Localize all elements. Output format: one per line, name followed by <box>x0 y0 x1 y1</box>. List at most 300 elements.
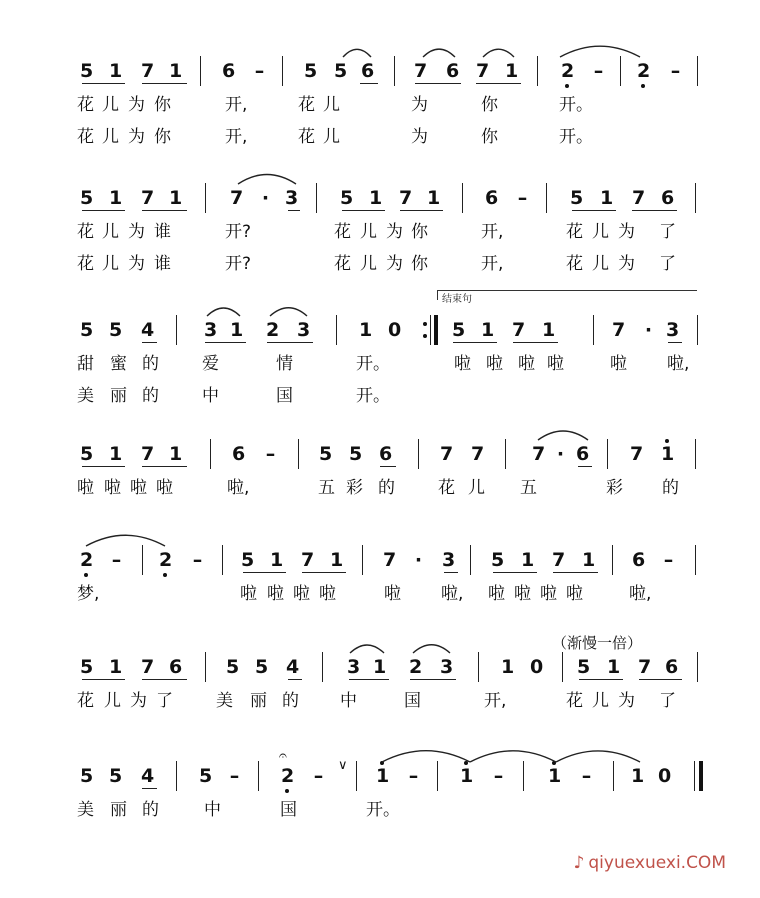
note: 0 <box>658 765 672 787</box>
note: 5 <box>340 187 354 209</box>
bar-line <box>258 761 259 791</box>
lyrics-line <box>0 385 760 411</box>
note: 1 <box>169 443 183 465</box>
note: 5 <box>241 549 255 571</box>
lyric-word: 儿 <box>592 222 609 242</box>
slur-arc <box>483 49 514 57</box>
lyric-word: 啦 <box>319 584 336 604</box>
note: 6 <box>661 187 675 209</box>
notes-line <box>0 748 760 793</box>
note: 6 <box>361 60 375 82</box>
bar-line <box>205 183 206 213</box>
lyric-word: 啦 <box>488 584 505 604</box>
lyric-word: 中 <box>202 386 219 406</box>
score-system <box>0 313 760 423</box>
note: 1 <box>427 187 441 209</box>
lyric-word: 啦 <box>486 354 503 374</box>
lyric-word: 花 <box>334 254 351 274</box>
lyric-word: 为 <box>411 95 428 115</box>
beam-underline <box>288 679 302 680</box>
note: 1 <box>109 60 123 82</box>
bar-line <box>612 545 613 575</box>
lyrics-line <box>0 94 760 120</box>
dash: – <box>408 765 419 787</box>
lyric-word: 啦 <box>514 584 531 604</box>
note: 7 <box>632 187 646 209</box>
lyric-word: 为 <box>128 222 145 242</box>
beam-underline <box>380 466 396 467</box>
lyric-word: 啦 <box>267 584 284 604</box>
note: 1 <box>505 60 519 82</box>
beam-underline <box>349 679 389 680</box>
breath-mark: ∨ <box>338 758 348 773</box>
final-bar <box>694 761 695 791</box>
lyric-word: 啦 <box>104 478 121 498</box>
note: 7 <box>532 443 546 465</box>
note: 5 <box>80 443 94 465</box>
octave-dot-below <box>163 573 167 577</box>
note: 1 <box>460 765 474 787</box>
bar-line <box>205 652 206 682</box>
beam-underline <box>493 572 537 573</box>
note: 0 <box>530 656 544 678</box>
slur-arc <box>86 535 165 546</box>
bar-line <box>620 56 621 86</box>
notes-line <box>0 54 760 88</box>
lyric-word: 花 <box>298 95 315 115</box>
lyric-word: 啦 <box>518 354 535 374</box>
note: 7 <box>141 656 155 678</box>
bar-line <box>695 545 696 575</box>
lyric-word: 开, <box>481 254 504 274</box>
note: 6 <box>665 656 679 678</box>
note: 7 <box>141 443 155 465</box>
dash: – <box>313 765 324 787</box>
octave-dot-below <box>84 573 88 577</box>
note: 7 <box>512 319 526 341</box>
ending-bracket <box>437 290 697 300</box>
lyric-word: 的 <box>282 691 299 711</box>
note: 7 <box>630 443 644 465</box>
site-watermark <box>574 853 726 873</box>
bar-line <box>462 183 463 213</box>
bar-line <box>418 439 419 469</box>
lyric-word: 甜 <box>77 354 94 374</box>
final-bar-thick <box>699 761 703 791</box>
slur-arcs <box>0 38 760 58</box>
note: 5 <box>199 765 213 787</box>
lyric-word: 为 <box>411 127 428 147</box>
score-system <box>0 181 760 291</box>
lyric-word: 国 <box>404 691 421 711</box>
slur-arc <box>538 431 588 440</box>
beam-underline <box>82 83 125 84</box>
note: 6 <box>485 187 499 209</box>
lyric-word: 开。 <box>366 800 400 820</box>
note: 5 <box>319 443 333 465</box>
bar-line <box>176 761 177 791</box>
note: 1 <box>631 765 645 787</box>
lyric-word: 为 <box>128 127 145 147</box>
bar-line <box>695 439 696 469</box>
beam-underline <box>142 466 187 467</box>
repeat-bar-thick <box>434 315 438 345</box>
lyrics-line <box>0 353 760 379</box>
note: 3 <box>297 319 311 341</box>
lyrics-line <box>0 583 760 609</box>
note: 1 <box>542 319 556 341</box>
note: 5 <box>491 549 505 571</box>
lyric-word: 的 <box>142 354 159 374</box>
note: 7 <box>301 549 315 571</box>
lyric-word: 你 <box>411 222 428 242</box>
lyric-word: 花 <box>298 127 315 147</box>
lyric-word: 啦 <box>454 354 471 374</box>
lyrics-line <box>0 126 760 152</box>
slur-arcs <box>0 297 760 317</box>
beam-underline <box>513 342 558 343</box>
note: 7 <box>471 443 485 465</box>
note: 1 <box>373 656 387 678</box>
bar-line <box>142 545 143 575</box>
note: 5 <box>80 60 94 82</box>
bar-line <box>537 56 538 86</box>
lyric-word: 你 <box>481 95 498 115</box>
bar-line <box>593 315 594 345</box>
bar-line <box>336 315 337 345</box>
dot-extension: · <box>556 443 565 465</box>
bar-line <box>697 315 698 345</box>
note: 6 <box>222 60 236 82</box>
beam-underline <box>82 466 125 467</box>
note: 6 <box>446 60 460 82</box>
bar-line <box>437 761 438 791</box>
note: 5 <box>226 656 240 678</box>
beam-underline <box>243 572 286 573</box>
note: 7 <box>440 443 454 465</box>
lyric-word: 丽 <box>110 386 127 406</box>
note: 1 <box>230 319 244 341</box>
lyric-word: 的 <box>662 478 679 498</box>
bar-line <box>282 56 283 86</box>
notes-line <box>0 181 760 215</box>
beam-underline <box>82 210 125 211</box>
lyric-word: 蜜 <box>110 354 127 374</box>
beam-underline <box>360 83 378 84</box>
bar-line <box>607 439 608 469</box>
lyric-word: 你 <box>481 127 498 147</box>
beam-underline <box>142 210 187 211</box>
lyrics-line <box>0 690 760 716</box>
note: 1 <box>376 765 390 787</box>
lyric-word: 美 <box>77 800 94 820</box>
lyric-word: 开, <box>225 95 248 115</box>
lyric-word: 花 <box>77 95 94 115</box>
slur-arcs <box>0 421 760 441</box>
bar-line <box>470 545 471 575</box>
note: 7 <box>230 187 244 209</box>
note: 2 <box>637 60 651 82</box>
lyric-word: 爱 <box>202 354 219 374</box>
note: 1 <box>169 187 183 209</box>
dot-extension: · <box>644 319 653 341</box>
lyric-word: 啦 <box>156 478 173 498</box>
slur-arc <box>350 645 384 653</box>
bar-line <box>478 652 479 682</box>
dash: – <box>111 549 122 571</box>
slur-arc <box>560 46 640 57</box>
dot-extension: · <box>414 549 423 571</box>
note: 5 <box>80 319 94 341</box>
lyric-word: 为 <box>618 222 635 242</box>
dash: – <box>581 765 592 787</box>
lyric-word: 为 <box>618 691 635 711</box>
note: 7 <box>612 319 626 341</box>
dash: – <box>663 549 674 571</box>
lyric-word: 花 <box>566 254 583 274</box>
lyric-word: 你 <box>411 254 428 274</box>
lyric-word: 你 <box>154 127 171 147</box>
lyric-word: 花 <box>77 222 94 242</box>
bar-line <box>523 761 524 791</box>
dash: – <box>229 765 240 787</box>
watermark-text: qiyuexuexi.COM <box>588 853 726 873</box>
lyric-word: 开。 <box>559 95 593 115</box>
note: 7 <box>552 549 566 571</box>
beam-underline <box>578 466 592 467</box>
lyric-word: 儿 <box>102 127 119 147</box>
lyric-word: 啦 <box>566 584 583 604</box>
note: 1 <box>548 765 562 787</box>
dash: – <box>493 765 504 787</box>
octave-dot-below <box>565 84 569 88</box>
note: 4 <box>141 319 155 341</box>
lyric-word: 啦, <box>667 354 690 374</box>
note: 2 <box>80 549 94 571</box>
octave-dot-below <box>285 789 289 793</box>
beam-underline <box>415 83 461 84</box>
lyric-word: 情 <box>276 354 293 374</box>
note: 1 <box>521 549 535 571</box>
bar-line <box>613 761 614 791</box>
note: 5 <box>80 765 94 787</box>
note: 3 <box>285 187 299 209</box>
note: 5 <box>577 656 591 678</box>
lyric-word: 啦 <box>610 354 627 374</box>
slur-arc <box>382 751 470 762</box>
lyric-word: 你 <box>154 95 171 115</box>
lyric-word: 儿 <box>102 222 119 242</box>
dash: – <box>670 60 681 82</box>
lyric-word: 啦 <box>240 584 257 604</box>
lyric-word: 儿 <box>468 478 485 498</box>
lyric-word: 儿 <box>323 95 340 115</box>
note: 3 <box>442 549 456 571</box>
beam-underline <box>453 342 497 343</box>
lyric-word: 谁 <box>154 254 171 274</box>
bar-line <box>176 315 177 345</box>
lyric-word: 开, <box>481 222 504 242</box>
beam-underline <box>142 788 157 789</box>
lyric-word: 花 <box>77 254 94 274</box>
bar-line <box>210 439 211 469</box>
lyric-word: 啦 <box>540 584 557 604</box>
lyric-word: 花 <box>77 691 94 711</box>
bar-line <box>322 652 323 682</box>
slur-arc <box>343 49 371 57</box>
lyrics-line <box>0 221 760 247</box>
slur-arc <box>470 751 556 762</box>
music-note-icon: ♪ <box>573 853 585 873</box>
lyric-word: 花 <box>438 478 455 498</box>
beam-underline <box>342 210 385 211</box>
note: 5 <box>334 60 348 82</box>
lyric-word: 花 <box>566 222 583 242</box>
note: 7 <box>414 60 428 82</box>
lyric-word: 儿 <box>592 254 609 274</box>
fermata-mark: 𝄐 <box>279 748 287 764</box>
lyric-word: 啦 <box>130 478 147 498</box>
lyric-word: 国 <box>276 386 293 406</box>
lyric-word: 了 <box>659 691 676 711</box>
lyric-word: 儿 <box>104 691 121 711</box>
beam-underline <box>444 572 458 573</box>
bar-line <box>362 545 363 575</box>
dash: – <box>593 60 604 82</box>
lyric-word: 啦 <box>547 354 564 374</box>
bar-line <box>562 652 563 682</box>
repeat-dot <box>423 334 427 338</box>
lyric-word: 啦 <box>77 478 94 498</box>
note: 1 <box>109 443 123 465</box>
note: 6 <box>576 443 590 465</box>
lyric-word: 儿 <box>102 254 119 274</box>
note: 1 <box>661 443 675 465</box>
repeat-bar <box>430 315 431 345</box>
lyric-word: 啦, <box>227 478 250 498</box>
beam-underline <box>553 572 598 573</box>
dash: – <box>517 187 528 209</box>
note: 7 <box>141 187 155 209</box>
note: 7 <box>141 60 155 82</box>
dot-extension: · <box>261 187 270 209</box>
bar-line <box>697 56 698 86</box>
note: 7 <box>638 656 652 678</box>
beam-underline <box>668 342 682 343</box>
note: 1 <box>270 549 284 571</box>
note: 1 <box>481 319 495 341</box>
note: 1 <box>330 549 344 571</box>
lyric-word: 开。 <box>559 127 593 147</box>
lyric-word: 的 <box>378 478 395 498</box>
note: 7 <box>383 549 397 571</box>
note: 4 <box>141 765 155 787</box>
lyric-word: 儿 <box>360 222 377 242</box>
note: 5 <box>80 656 94 678</box>
note: 1 <box>359 319 373 341</box>
slur-arc <box>556 751 640 762</box>
lyric-word: 的 <box>142 800 159 820</box>
slur-arcs <box>0 634 760 654</box>
bar-line <box>546 183 547 213</box>
dash: – <box>265 443 276 465</box>
lyrics-line <box>0 477 760 503</box>
lyric-word: 开, <box>225 127 248 147</box>
lyric-word: 啦 <box>384 584 401 604</box>
note: 1 <box>501 656 515 678</box>
beam-underline <box>142 679 187 680</box>
lyric-word: 了 <box>659 254 676 274</box>
note: 5 <box>304 60 318 82</box>
note: 5 <box>349 443 363 465</box>
beam-underline <box>639 679 682 680</box>
notes-line <box>0 543 760 577</box>
bar-line <box>200 56 201 86</box>
beam-underline <box>302 572 346 573</box>
note: 3 <box>204 319 218 341</box>
lyric-word: 国 <box>280 800 297 820</box>
note: 2 <box>409 656 423 678</box>
note: 5 <box>570 187 584 209</box>
lyric-word: 彩 <box>346 478 363 498</box>
octave-dot-below <box>641 84 645 88</box>
note: 5 <box>255 656 269 678</box>
lyric-word: 五 <box>520 478 537 498</box>
dash: – <box>254 60 265 82</box>
lyric-word: 五 <box>318 478 335 498</box>
lyric-word: 为 <box>128 254 145 274</box>
lyrics-line <box>0 799 760 825</box>
lyrics-line <box>0 253 760 279</box>
note: 2 <box>159 549 173 571</box>
beam-underline <box>205 342 246 343</box>
beam-underline <box>410 679 456 680</box>
beam-underline <box>400 210 443 211</box>
note: 5 <box>109 319 123 341</box>
lyric-word: 为 <box>130 691 147 711</box>
bar-line <box>316 183 317 213</box>
lyric-word: 美 <box>216 691 233 711</box>
note: 1 <box>109 656 123 678</box>
lyric-word: 谁 <box>154 222 171 242</box>
lyric-word: 彩 <box>606 478 623 498</box>
slur-arc <box>423 49 455 57</box>
notes-line <box>0 650 760 684</box>
lyric-word: 美 <box>77 386 94 406</box>
notes-line <box>0 437 760 471</box>
score-system <box>0 54 760 164</box>
beam-underline <box>288 210 300 211</box>
slur-arcs <box>0 165 760 185</box>
note: 1 <box>582 549 596 571</box>
note: 6 <box>632 549 646 571</box>
lyric-word: 丽 <box>250 691 267 711</box>
beam-underline <box>82 679 125 680</box>
note: 5 <box>109 765 123 787</box>
lyric-word: 儿 <box>360 254 377 274</box>
bar-line <box>222 545 223 575</box>
lyric-word: 梦, <box>77 584 100 604</box>
lyric-word: 为 <box>128 95 145 115</box>
notes-line <box>0 313 760 347</box>
lyric-word: 开, <box>484 691 507 711</box>
dash: – <box>192 549 203 571</box>
slur-arc <box>238 175 296 184</box>
beam-underline <box>579 679 623 680</box>
lyric-word: 花 <box>566 691 583 711</box>
ending-label: 结束句 <box>442 294 472 305</box>
note: 4 <box>286 656 300 678</box>
